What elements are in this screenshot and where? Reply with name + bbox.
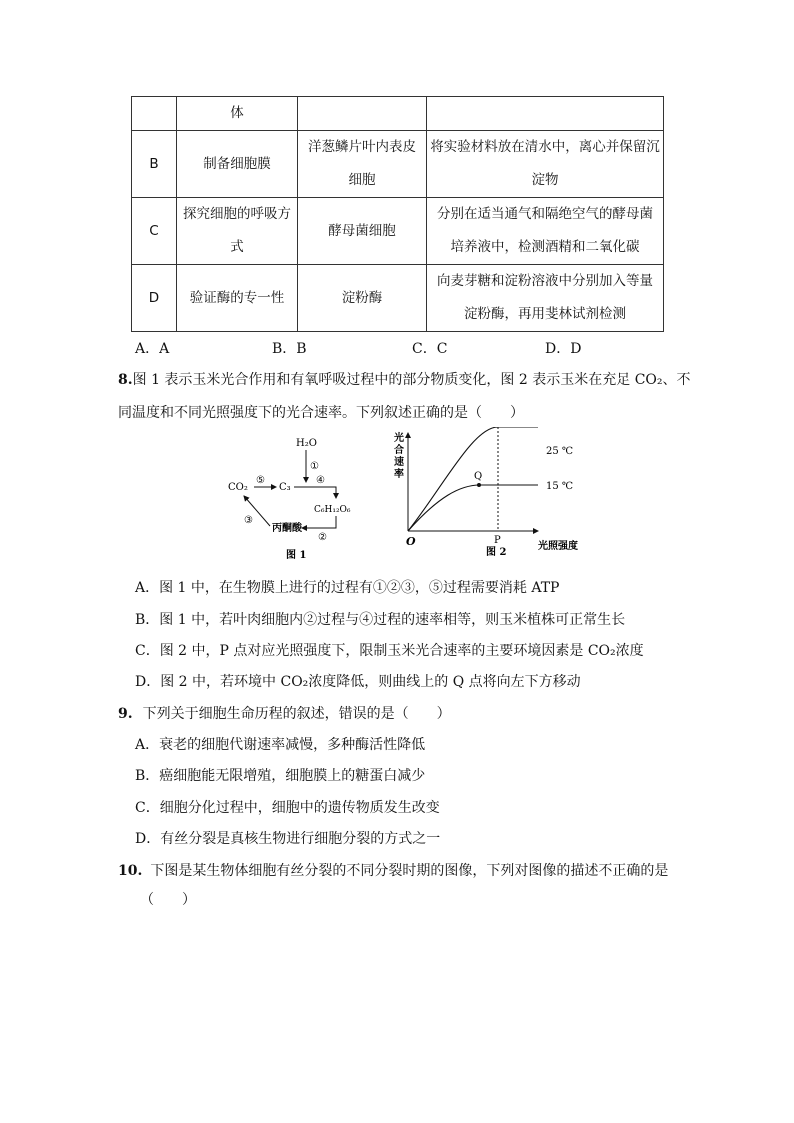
q8-option-a: A．图 1 中，在生物膜上进行的过程有①②③，⑤过程需要消耗 ATP [135,580,560,596]
fig2-series-25 [408,427,538,531]
table-cell: 式 [230,239,244,255]
table-cell: 制备细胞膜 [203,155,271,172]
fig2-ylabel-4: 率 [394,469,404,480]
fig2-series-25-label: 25 ℃ [546,446,574,457]
fig1-n1: ① [310,461,319,472]
fig2-ylabel-2: 合 [394,445,404,456]
q9-stem-text: 下列关于细胞生命历程的叙述，错误的是（ ） [142,706,451,722]
fig2-p-label: P [494,535,501,546]
fig2-xlabel: 光照强度 [538,541,578,552]
figure-2 [388,427,598,557]
q7-option-b: B．B [272,341,307,357]
fig2-q-label: Q [474,471,483,482]
table-cell: 淀物 [531,172,559,188]
q10-stem [118,860,668,880]
fig2-q-point [477,483,481,487]
table-cell: B [149,155,159,172]
fig1-n5: ⑤ [256,475,265,486]
q7-option-c: C．C [412,341,448,357]
fig1-pyruvate: 丙酮酸 [272,523,302,534]
fig1-n2: ② [318,532,327,543]
fig1-h2o: H₂O [296,438,317,449]
table-row [132,97,664,131]
fig2-ylabel-1: 光 [394,433,404,444]
q9-number: 9. [118,706,133,722]
q8-stem-text: 图 1 表示玉米光合作用和有氧呼吸过程中的部分物质变化，图 2 表示玉米在充足 CO₂、不 [132,372,691,388]
fig1-caption: 图 1 [286,550,307,561]
fig1-n4: ④ [316,475,325,486]
q9-stem [118,703,451,723]
table-cell: C [149,222,159,239]
table-cell: 洋葱鳞片叶内表皮 [308,139,416,155]
q9-option-d: D．有丝分裂是真核生物进行细胞分裂的方式之一 [135,831,441,847]
table-cell: 向麦芽糖和淀粉溶液中分别加入等量 [437,273,653,289]
q8-stem-line2: 同温度和不同光照强度下的光合速率。下列叙述正确的是（ ） [118,405,524,421]
fig1-co2: CO₂ [228,482,248,493]
q10-number: 10. [118,863,143,879]
table-cell: 酵母菌细胞 [328,222,396,239]
q8-option-b: B．图 1 中，若叶肉细胞内②过程与④过程的速率相等，则玉米植株可正常生长 [135,612,626,628]
fig2-caption: 图 2 [486,547,507,557]
table-cell: 分别在适当通气和隔绝空气的酵母菌 [437,206,653,222]
fig2-series-15-label: 15 ℃ [546,481,574,492]
q10-paren: （ ） [140,892,196,908]
table-cell: 培养液中，检测酒精和二氧化碳 [450,239,640,255]
table-row [132,265,664,332]
table-cell: 淀粉酶 [341,289,383,306]
q8-option-d: D．图 2 中，若环境中 CO₂浓度降低，则曲线上的 Q 点将向左下方移动 [135,674,581,690]
q9-option-a: A．衰老的细胞代谢速率减慢，多种酶活性降低 [135,737,426,753]
q9-option-c: C．细胞分化过程中，细胞中的遗传物质发生改变 [135,800,440,816]
q7-option-a: A．A [135,341,170,357]
table-row [132,131,664,198]
q10-stem-text: 下图是某生物体细胞有丝分裂的不同分裂时期的图像，下列对图像的描述不正确的是 [150,863,669,879]
table-cell: 体 [230,105,244,121]
q7-option-d: D．D [545,341,582,357]
table-cell: 淀粉酶，再用斐林试剂检测 [464,306,626,322]
table-cell: 探究细胞的呼吸方 [183,206,291,222]
table-row [132,198,664,265]
q9-option-b: B．癌细胞能无限增殖，细胞膜上的糖蛋白减少 [135,768,426,784]
fig1-glucose: C₆H₁₂O₆ [314,505,351,515]
table-cell: D [148,289,160,306]
fig2-series-15 [408,485,538,531]
table-cell: 将实验材料放在清水中，离心并保留沉 [430,139,660,155]
fig1-arrow-2 [302,516,336,528]
fig2-origin: O [406,535,416,548]
table-cell: 验证酶的专一性 [189,289,285,306]
q8-option-c: C．图 2 中，P 点对应光照强度下，限制玉米光合速率的主要环境因素是 CO₂浓度 [135,643,644,659]
fig2-ylabel-3: 速 [394,457,404,468]
q8-number: 8. [118,372,133,388]
fig1-n3: ③ [244,515,253,526]
table-cell: 细胞 [348,172,376,188]
q8-stem-line1 [118,369,691,389]
fig1-arrow-4 [294,487,336,498]
fig1-c3: C₃ [279,482,291,493]
figure-1 [222,432,362,562]
experiment-table [131,96,664,332]
